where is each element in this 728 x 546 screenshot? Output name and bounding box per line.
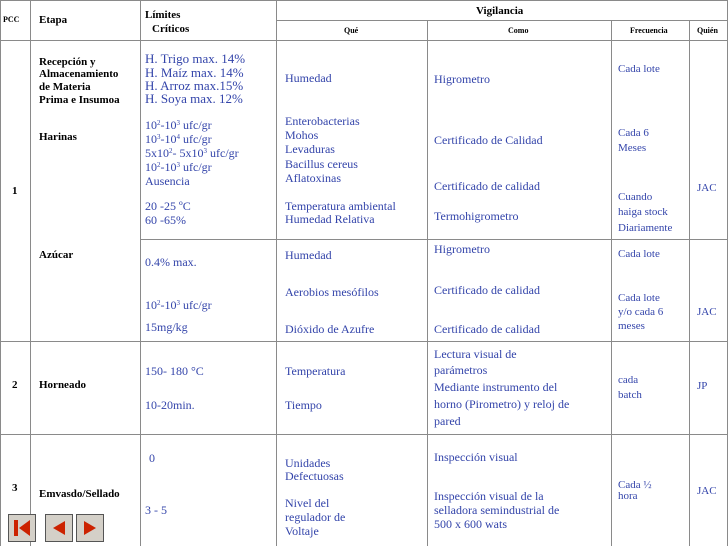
etapa-line: de Materia: [39, 81, 91, 93]
como-text: 500 x 600 wats: [434, 517, 507, 531]
grid-line: [0, 434, 728, 435]
limite-micro: $10^2-10^3$ ufc/gr: [145, 160, 212, 174]
grid-line: [276, 20, 728, 21]
grid-line: [0, 40, 728, 41]
frecuencia-text: hora: [618, 490, 638, 502]
frecuencia-text: Cada lote: [618, 292, 660, 304]
limite-text: 15mg/kg: [145, 320, 188, 334]
que-text: Voltaje: [285, 524, 319, 538]
header-criticos: Críticos: [152, 23, 190, 35]
frecuencia-text: Cada lote: [618, 248, 660, 260]
header-pcc: PCC: [3, 15, 20, 24]
etapa-line: Recepción y: [39, 56, 96, 68]
frecuencia-text: meses: [618, 320, 645, 332]
previous-slide-button[interactable]: [45, 514, 73, 542]
grid-line: [427, 20, 428, 546]
quien-text: JP: [697, 380, 708, 392]
que-text: Humedad Relativa: [285, 212, 375, 226]
grid-line: [611, 20, 612, 546]
header-que: Qué: [344, 26, 359, 35]
que-text: regulador de: [285, 510, 346, 524]
next-slide-icon: [77, 515, 103, 541]
frecuencia-text: Cuando: [618, 191, 653, 203]
limite-text: 0.4% max.: [145, 255, 197, 269]
que-text: Unidades: [285, 456, 331, 470]
previous-slide-icon: [46, 515, 72, 541]
etapa-horneado: Horneado: [39, 379, 87, 391]
como-text: Higrometro: [434, 242, 490, 256]
etapa-line: Almacenamiento: [39, 68, 119, 80]
grid-line: [0, 0, 728, 1]
que-text: Temperatura: [285, 364, 346, 378]
grid-line: [30, 0, 31, 546]
header-etapa: Etapa: [39, 14, 68, 26]
quien-text: JAC: [697, 485, 717, 497]
limite-micro: $10^2-10^3$ ufc/gr: [145, 118, 212, 132]
limite-text: H. Trigo max. 14%: [145, 51, 246, 66]
como-text: Inspección visual de la: [434, 489, 544, 503]
quien-text: JAC: [697, 182, 717, 194]
que-text: Bacillus cereus: [285, 157, 358, 171]
limite-text: 60 -65%: [145, 213, 186, 227]
como-text: parámetros: [434, 363, 488, 377]
como-text: horno (Pirometro) y reloj de: [434, 397, 570, 411]
como-text: Certificado de calidad: [434, 283, 540, 297]
que-text: Dióxido de Azufre: [285, 322, 375, 336]
limite-micro: $10^2-10^3$ ufc/gr: [145, 298, 212, 312]
quien-text: JAC: [697, 306, 717, 318]
header-como: Como: [508, 26, 529, 35]
grid-line: [140, 0, 141, 546]
como-text: Certificado de calidad: [434, 179, 540, 193]
etapa-line: Prima e Insumoa: [39, 94, 120, 106]
limite-text: H. Soya max. 12%: [145, 91, 243, 106]
limite-text: Ausencia: [145, 174, 190, 188]
como-text: Termohigrometro: [434, 209, 519, 223]
frecuencia-text: Meses: [618, 142, 647, 154]
grid-line: [140, 239, 728, 240]
como-text: selladora semindustrial de: [434, 503, 560, 517]
como-text: Certificado de Calidad: [434, 133, 543, 147]
que-text: Mohos: [285, 128, 319, 142]
etapa-envasado: Emvasdo/Sellado: [39, 488, 120, 500]
limite-text: 10-20min.: [145, 398, 195, 412]
que-text: Temperatura ambiental: [285, 199, 396, 213]
frecuencia-text: Cada lote: [618, 63, 660, 75]
que-text: Levaduras: [285, 142, 335, 156]
limite-text: 0: [149, 451, 155, 465]
next-slide-button[interactable]: [76, 514, 104, 542]
frecuencia-text: Cada ½: [618, 479, 652, 491]
limite-micro: $5x10^2-$ $5x10^3$ ufc/gr: [145, 146, 239, 160]
frecuencia-text: Cada 6: [618, 127, 649, 139]
etapa-azucar: Azúcar: [39, 249, 74, 261]
grid-line: [276, 0, 277, 546]
pcc-number-2: 2: [12, 379, 18, 391]
como-text: Lectura visual de: [434, 347, 517, 361]
que-text: Aflatoxinas: [285, 171, 341, 185]
header-frecuencia: Frecuencia: [630, 26, 668, 35]
header-limites: Límites: [145, 9, 181, 21]
que-text: Nivel del: [285, 496, 330, 510]
first-slide-icon: [9, 515, 35, 541]
como-text: Certificado de calidad: [434, 322, 540, 336]
que-text: Defectuosas: [285, 469, 344, 483]
header-vigilancia: Vigilancia: [476, 5, 524, 17]
limite-text: H. Arroz max.15%: [145, 78, 244, 93]
limite-text: H. Maíz max. 14%: [145, 65, 244, 80]
header-quien: Quién: [697, 26, 718, 35]
frecuencia-text: y/o cada 6: [618, 306, 664, 318]
frecuencia-text: batch: [618, 389, 642, 401]
limite-text: 3 - 5: [145, 503, 167, 517]
pcc-number-3: 3: [12, 482, 18, 494]
como-text: pared: [434, 414, 461, 428]
limite-micro: $10^3-10^4$ ufc/gr: [145, 132, 212, 146]
pcc-number-1: 1: [12, 185, 18, 197]
que-text: Humedad: [285, 71, 332, 85]
grid-line: [0, 0, 1, 546]
que-text: Aerobios mesófilos: [285, 285, 379, 299]
que-text: Enterobacterias: [285, 114, 360, 128]
como-text: Mediante instrumento del: [434, 380, 558, 394]
frecuencia-text: haiga stock: [618, 206, 668, 218]
frecuencia-text: Diariamente: [618, 222, 673, 234]
grid-line: [0, 341, 728, 342]
grid-line: [689, 20, 690, 546]
frecuencia-text: cada: [618, 374, 639, 386]
como-text: Higrometro: [434, 72, 490, 86]
etapa-harinas: Harinas: [39, 131, 77, 143]
como-text: Inspección visual: [434, 450, 518, 464]
que-text: Humedad: [285, 248, 332, 262]
que-text: Tiempo: [285, 398, 322, 412]
limite-text: 20 -25 ºC: [145, 199, 191, 213]
first-slide-button[interactable]: [8, 514, 36, 542]
limite-text: 150- 180 °C: [145, 364, 204, 378]
